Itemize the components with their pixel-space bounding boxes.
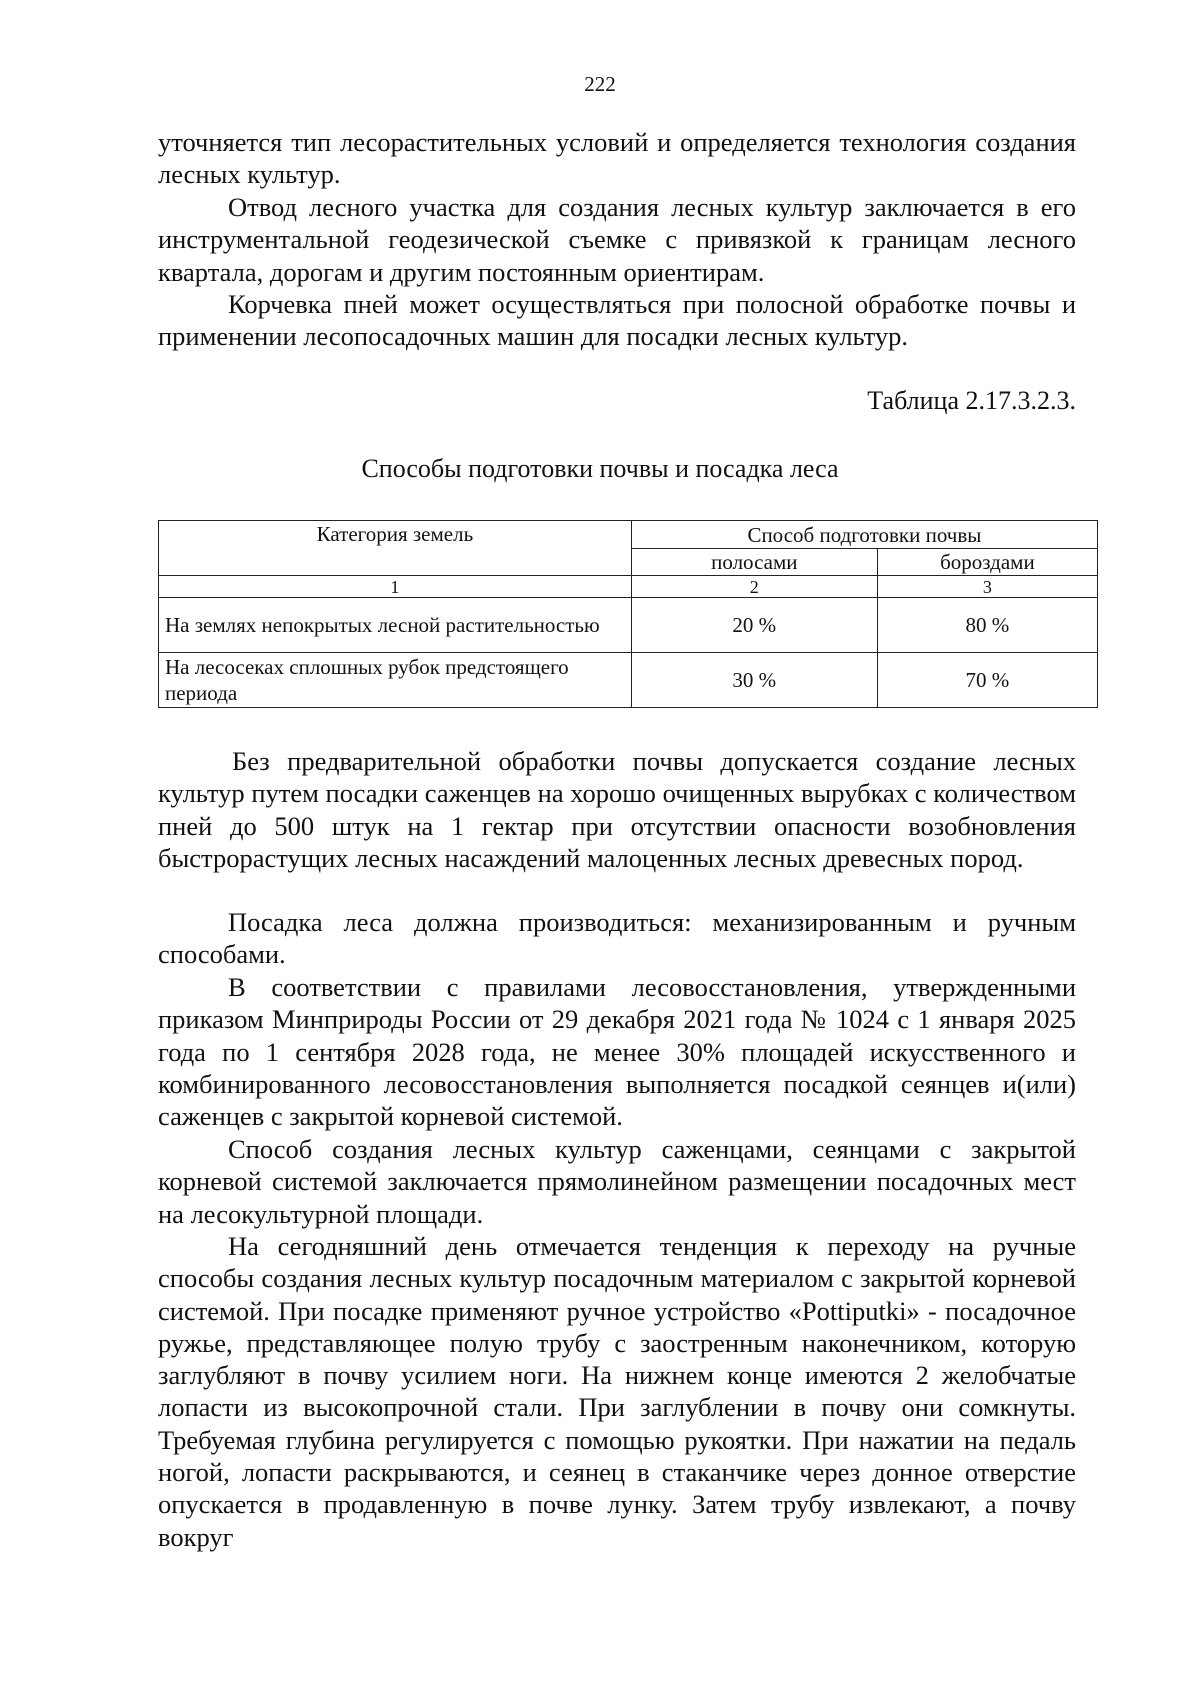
paragraph-closed-root: Способ создания лесных культур саженцами, сеянцами с закрытой корневой системой заключается прямолинейном размещении посадочных мест на лесокультурной площади. [158, 1134, 1076, 1229]
paragraph-pottiputki: На сегодняшний день отмечается тенденция к переходу на ручные способы создания лесных культур посадочным материалом с закрытой корневой системой. При посадке применяют ручное устройство «Pottiputki» - посадочное ружье, представляющее полую трубу с заостренным наконечником, которую заглубляют в почву усилием ноги. На нижнем конце имеются 2 желобчатые лопасти из высокопрочной стали. При заглублении в почву они сомкнуты. Требуемая глубина регулируется с помощью рукоятки. При нажатии на педаль ногой, лопасти раскрываются, и сеянец в стаканчике через донное отверстие опускается в продавленную в почве лунку. Затем трубу извлекают, а почву вокруг [158, 1231, 1076, 1552]
row-furrows-value: 70 % [877, 653, 1097, 708]
soil-preparation-table [158, 520, 1098, 708]
row-category: На лесосеках сплошных рубок предстоящего периода [159, 653, 632, 708]
table-title: Способы подготовки почвы и посадка леса [361, 454, 839, 483]
paragraph-stump-removal: Корчевка пней может осуществляться при полосной обработке почвы и применении лесопосадочных машин для посадки лесных культур. [158, 289, 1076, 352]
column-number-1: 1 [159, 576, 632, 598]
column-number-2: 2 [631, 576, 877, 598]
header-preparation-method: Способ подготовки почвы [631, 521, 1097, 549]
page-number: 222 [584, 72, 616, 96]
paragraph-plot-allocation: Отвод лесного участка для создания лесных культур заключается в его инструментальной геодезической съемке с привязкой к границам лесного квартала, дорогам и другим постоянным ориентирам. [158, 192, 1076, 287]
paragraph-continuation: уточняется тип лесорастительных условий и определяется технология создания лесных культур. [158, 127, 1076, 190]
subheader-strips: полосами [631, 549, 877, 576]
column-number-3: 3 [877, 576, 1097, 598]
table-row [159, 598, 1098, 653]
row-strips-value: 20 % [631, 598, 877, 653]
subheader-furrows: бороздами [877, 549, 1097, 576]
table-row [159, 653, 1098, 708]
paragraph-no-preparation: Без предварительной обработки почвы допускается создание лесных культур путем посадки саженцев на хорошо очищенных вырубках с количеством пней до 500 штук на 1 гектар при отсутствии опасности возобновления быстрорастущих лесных насаждений малоценных лесных древесных пород. [158, 746, 1076, 873]
row-strips-value: 30 % [631, 653, 877, 708]
table-caption: Таблица 2.17.3.2.3. [867, 386, 1076, 415]
header-land-category: Категория земель [159, 521, 632, 576]
row-category: На землях непокрытых лесной растительностью [159, 598, 632, 653]
paragraph-planting-methods: Посадка леса должна производиться: механизированным и ручным способами. [158, 907, 1076, 970]
row-furrows-value: 80 % [877, 598, 1097, 653]
paragraph-regulations: В соответствии с правилами лесовосстановления, утвержденными приказом Минприроды России от 29 декабря 2021 года № 1024 с 1 января 2025 года по 1 сентября 2028 года, не менее 30% площадей искусственного и комбинированного лесовосстановления выполняется посадкой сеянцев и(или) саженцев с закрытой корневой системой. [158, 972, 1076, 1132]
